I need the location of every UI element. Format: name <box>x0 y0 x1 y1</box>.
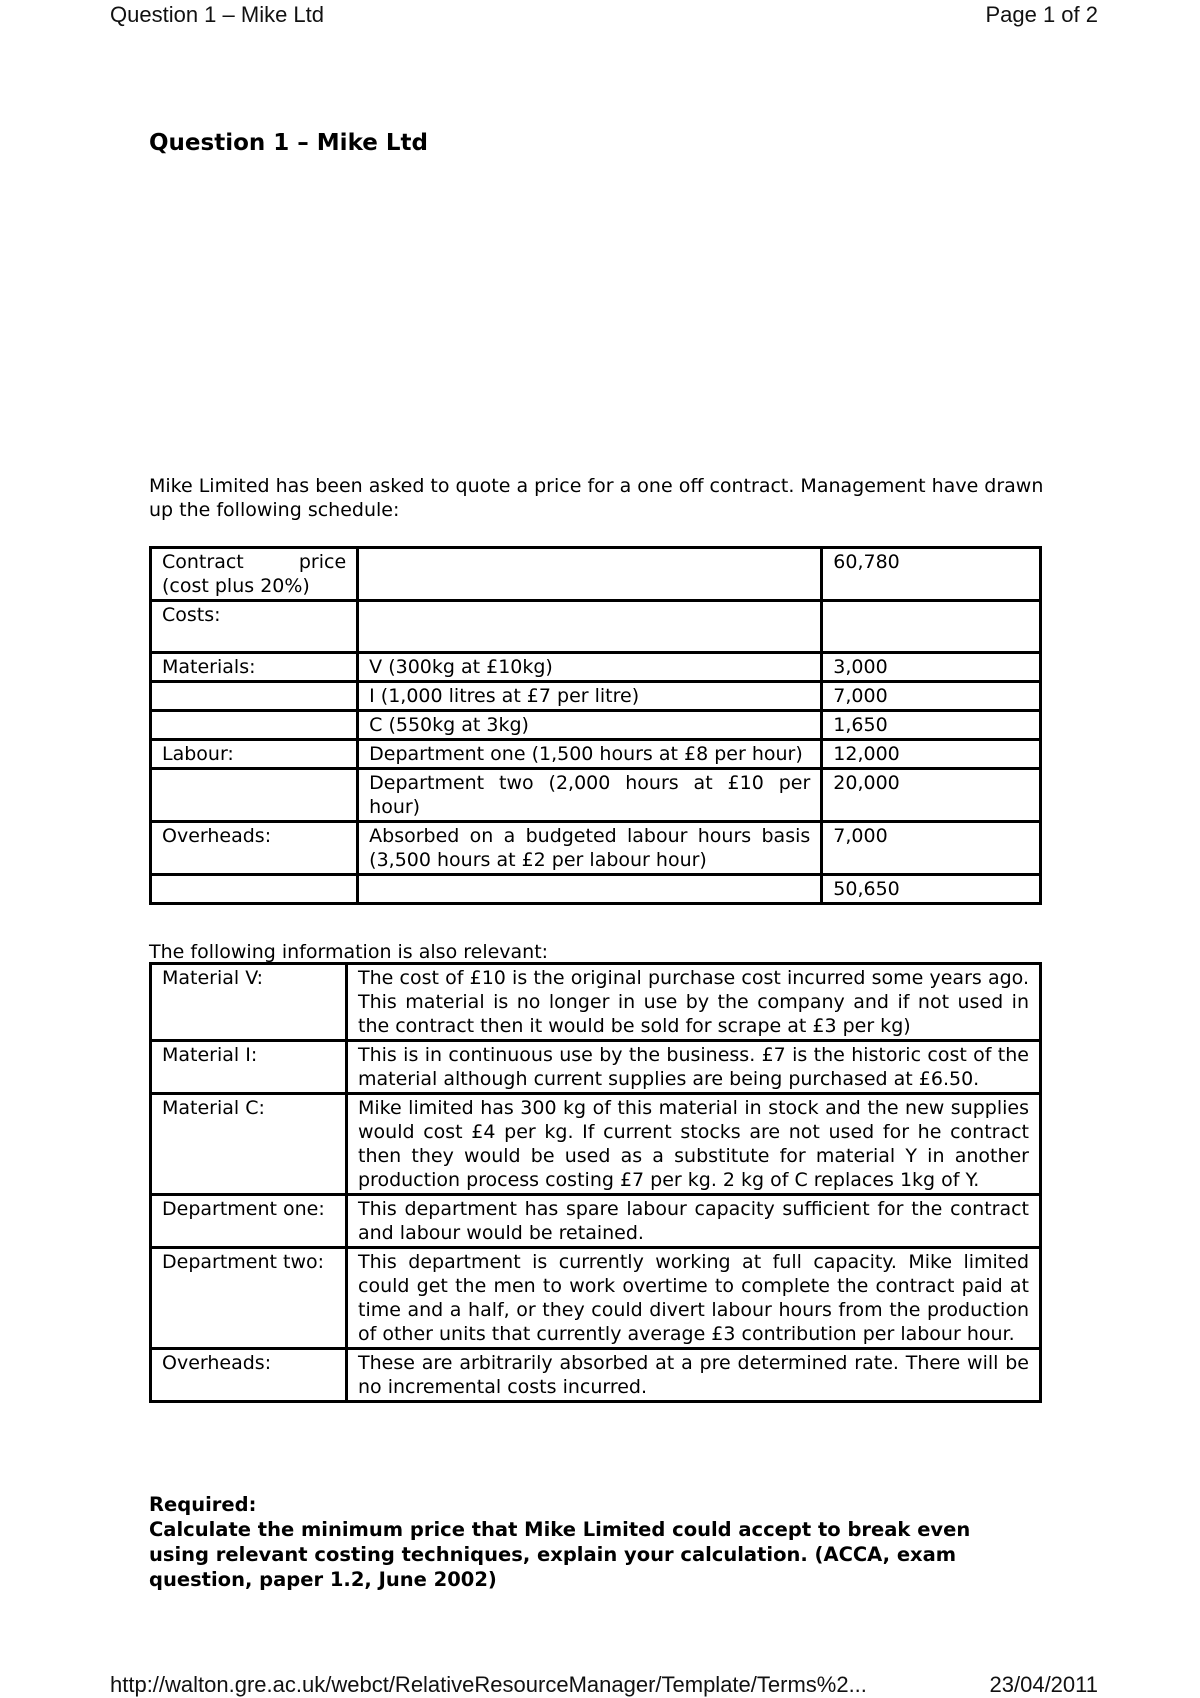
info-text: This department is currently working at full capacity. Mike limited could get the men to work overtime to complete the contract paid at time and a half, or they could divert labour hours from the production of other units that currently average £3 contribution per labour hour. <box>347 1248 1041 1349</box>
material-v-desc: V (300kg at £10kg) <box>358 653 822 682</box>
table-row <box>151 875 1041 904</box>
table-cell <box>151 769 358 822</box>
overheads-desc: Absorbed on a budgeted labour hours basis (3,500 hours at £2 per labour hour) <box>358 822 822 875</box>
print-footer-url: http://walton.gre.ac.uk/webct/RelativeResourceManager/Template/Terms%2... <box>110 1672 867 1697</box>
table-row <box>151 822 1041 875</box>
table-row <box>151 1248 1041 1349</box>
costs-label: Costs: <box>151 601 358 653</box>
contract-label-word: Contract <box>162 551 244 573</box>
info-label: Overheads: <box>151 1349 347 1402</box>
table-row <box>151 1041 1041 1094</box>
overheads-label: Overheads: <box>151 822 358 875</box>
print-header-page-number: Page 1 of 2 <box>985 2 1098 27</box>
info-label: Material C: <box>151 1094 347 1195</box>
department-one-value: 12,000 <box>822 740 1041 769</box>
table-row <box>151 769 1041 822</box>
material-v-value: 3,000 <box>822 653 1041 682</box>
table-row <box>151 711 1041 740</box>
info-label: Material V: <box>151 964 347 1041</box>
intro-paragraph: Mike Limited has been asked to quote a price for a one off contract. Management have drawn up the following schedule: <box>149 475 1044 521</box>
department-two-value: 20,000 <box>822 769 1041 822</box>
department-two-desc: Department two (2,000 hours at £10 per hour) <box>358 769 822 822</box>
contract-price-label <box>151 548 358 601</box>
material-i-value: 7,000 <box>822 682 1041 711</box>
contract-price-value: 60,780 <box>822 548 1041 601</box>
table-row <box>151 740 1041 769</box>
table-row <box>151 601 1041 653</box>
table-row <box>151 964 1041 1041</box>
materials-label: Materials: <box>151 653 358 682</box>
info-label: Department one: <box>151 1195 347 1248</box>
required-label: Required: <box>149 1493 257 1516</box>
department-one-desc: Department one (1,500 hours at £8 per hour) <box>358 740 822 769</box>
overheads-value: 7,000 <box>822 822 1041 875</box>
table-cell <box>358 548 822 601</box>
info-text: This is in continuous use by the business. £7 is the historic cost of the material although current supplies are being purchased at £6.50. <box>347 1041 1041 1094</box>
table-cell <box>358 601 822 653</box>
also-relevant-heading: The following information is also relevant: <box>149 941 549 963</box>
material-c-desc: C (550kg at 3kg) <box>358 711 822 740</box>
material-c-value: 1,650 <box>822 711 1041 740</box>
price-label-word: price <box>298 551 347 573</box>
table-row <box>151 1094 1041 1195</box>
table-row <box>151 1195 1041 1248</box>
table-cell <box>151 711 358 740</box>
cost-plus-label: (cost plus 20%) <box>162 575 310 597</box>
relevant-info-table <box>149 962 1042 1403</box>
document-title: Question 1 – Mike Ltd <box>149 130 428 156</box>
table-cell <box>151 682 358 711</box>
cost-schedule-table <box>149 546 1042 905</box>
info-label: Material I: <box>151 1041 347 1094</box>
total-cost-value: 50,650 <box>822 875 1041 904</box>
table-row <box>151 548 1041 601</box>
info-text: Mike limited has 300 kg of this material in stock and the new supplies would cost £4 per kg. If current stocks are not used for he contract then they would be used as a substitute for material Y in another production process costing £7 per kg. 2 kg of C replaces 1kg of Y. <box>347 1094 1041 1195</box>
table-cell <box>151 875 358 904</box>
table-cell <box>822 601 1041 653</box>
info-text: This department has spare labour capacity sufficient for the contract and labour would be retained. <box>347 1195 1041 1248</box>
print-footer-date: 23/04/2011 <box>989 1672 1098 1697</box>
print-header-title: Question 1 – Mike Ltd <box>110 2 325 27</box>
info-label: Department two: <box>151 1248 347 1349</box>
table-row <box>151 1349 1041 1402</box>
table-row <box>151 653 1041 682</box>
info-text: These are arbitrarily absorbed at a pre determined rate. There will be no incremental costs incurred. <box>347 1349 1041 1402</box>
labour-label: Labour: <box>151 740 358 769</box>
table-cell <box>358 875 822 904</box>
material-i-desc: I (1,000 litres at £7 per litre) <box>358 682 822 711</box>
info-text: The cost of £10 is the original purchase cost incurred some years ago. This material is no longer in use by the company and if not used in the contract then it would be sold for scrape at £3 per kg) <box>347 964 1041 1041</box>
required-section <box>149 1492 1029 1592</box>
required-text: Calculate the minimum price that Mike Limited could accept to break even using relevant costing techniques, explain your calculation. (ACCA, exam question, paper 1.2, June 2002) <box>149 1518 971 1591</box>
table-row <box>151 682 1041 711</box>
